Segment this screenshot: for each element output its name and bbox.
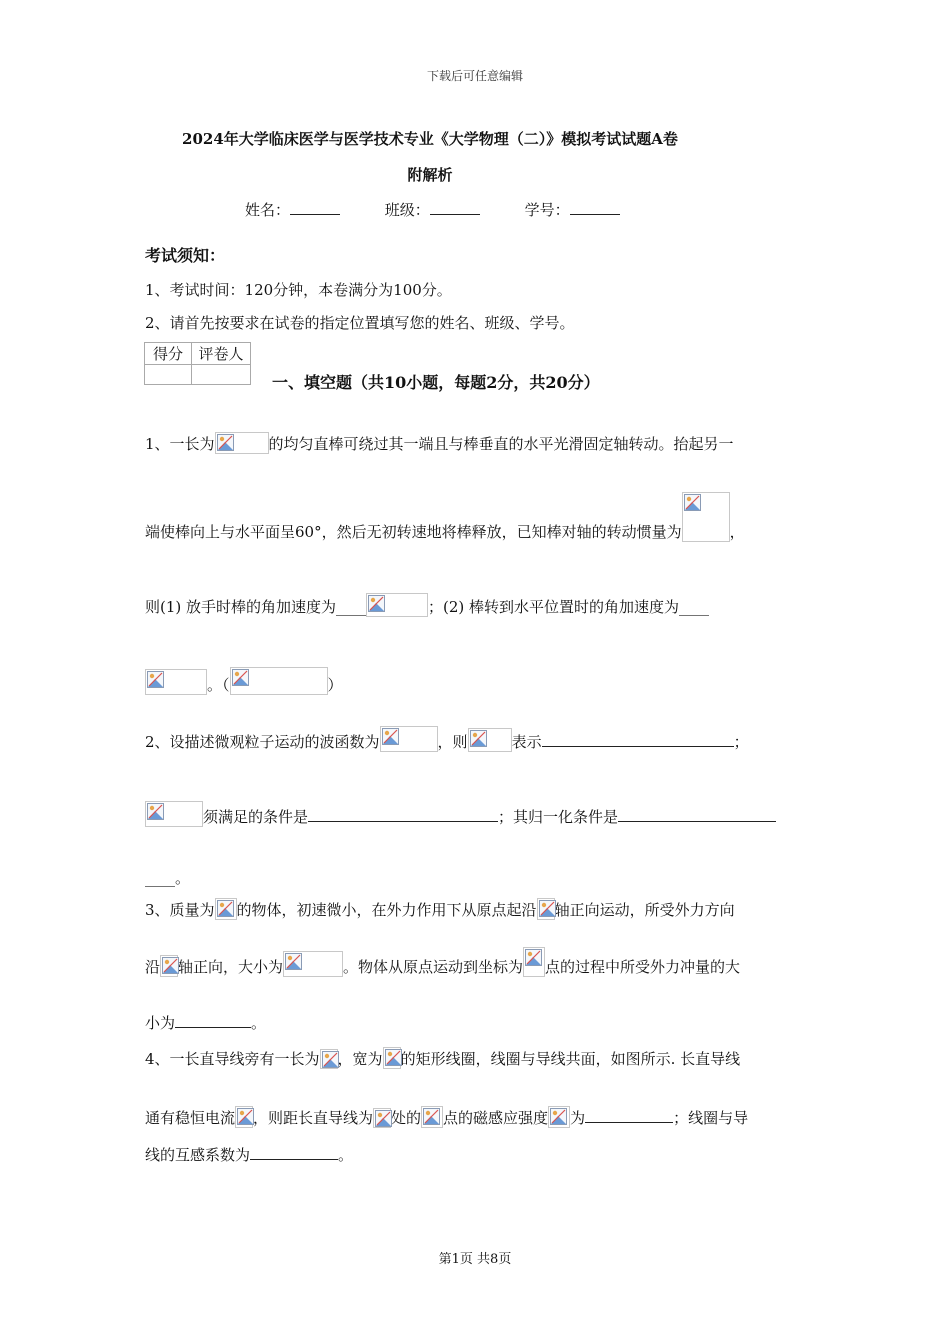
q2-line-1: 2、设描述微观粒子运动的波函数为 ，则 表示 ； xyxy=(145,726,749,752)
q4-blank-1[interactable] xyxy=(585,1108,673,1123)
formula-image-icon xyxy=(145,801,203,827)
q4-line-2: 通有稳恒电流 ，则距长直导线为 处的 点的磁感应强度 为 ；线圈与导 xyxy=(145,1106,748,1128)
formula-image-icon xyxy=(421,1106,443,1128)
formula-image-icon xyxy=(366,593,428,617)
page-footer: 第1页 共8页 xyxy=(438,1252,512,1267)
formula-image-icon xyxy=(523,947,545,977)
notice-heading: 考试须知： xyxy=(145,246,226,265)
q1-line-1: 1、一长为 的均匀直棒可绕过其一端且与棒垂直的水平光滑固定轴转动。抬起另一 xyxy=(145,432,734,454)
formula-image-icon xyxy=(215,432,269,454)
q1-line-3: 则(1) 放手时棒的角加速度为____ ；(2) 棒转到水平位置时的角加速度为____ xyxy=(145,593,709,617)
q2-blank-1[interactable] xyxy=(542,732,734,747)
q1-line-2: 端使棒向上与水平面呈60°，然后无初转速地将棒释放，已知棒对轴的转动惯量为 ， xyxy=(145,492,745,542)
score-header: 得分 xyxy=(145,343,192,365)
formula-image-icon xyxy=(383,1047,401,1069)
formula-image-icon xyxy=(468,728,512,752)
formula-image-icon xyxy=(373,1108,391,1128)
formula-image-icon xyxy=(283,951,343,977)
formula-image-icon xyxy=(548,1106,570,1128)
formula-image-icon xyxy=(160,955,178,977)
q4-blank-2[interactable] xyxy=(250,1145,338,1160)
formula-image-icon xyxy=(320,1049,338,1069)
score-table xyxy=(144,342,251,385)
q2-line-2: 须满足的条件是 ；其归一化条件是 xyxy=(145,801,776,827)
q3-blank[interactable] xyxy=(175,1013,251,1028)
student-info-fields xyxy=(245,199,660,220)
formula-image-icon xyxy=(537,898,555,920)
formula-image-icon xyxy=(380,726,438,752)
q3-line-3: 小为 。 xyxy=(145,1014,267,1032)
exam-title-suffix: 附解析 xyxy=(407,166,453,184)
name-blank[interactable] xyxy=(290,200,340,215)
score-cell[interactable] xyxy=(145,365,192,385)
notice-item-1: 1、考试时间：120分钟，本卷满分为100分。 xyxy=(145,281,452,299)
formula-image-icon xyxy=(230,667,328,695)
name-label: 姓名： xyxy=(245,201,291,219)
grader-header: 评卷人 xyxy=(192,343,251,365)
q4-line-3: 线的互感系数为 。 xyxy=(145,1146,354,1164)
q3-line-1: 3、质量为 的物体，初速微小，在外力作用下从原点起沿 轴正向运动，所受外力方向 xyxy=(145,898,735,920)
q2-line-3: ____。 xyxy=(145,869,191,887)
formula-image-icon xyxy=(215,898,237,920)
formula-image-icon xyxy=(235,1106,253,1128)
class-blank[interactable] xyxy=(430,200,480,215)
formula-image-icon xyxy=(682,492,730,542)
exam-title: 2024年大学临床医学与医学技术专业《大学物理（二）》模拟考试试题A卷 xyxy=(182,130,678,148)
q2-blank-3[interactable] xyxy=(618,807,776,822)
notice-item-2: 2、请首先按要求在试卷的指定位置填写您的姓名、班级、学号。 xyxy=(145,314,575,332)
q4-line-1: 4、一长直导线旁有一长为 ，宽为 的矩形线圈，线圈与导线共面，如图所示. 长直导线 xyxy=(145,1047,740,1069)
q1-line-4: 。（ ） xyxy=(145,667,343,695)
q2-blank-2[interactable] xyxy=(308,807,498,822)
header-note: 下载后可任意编辑 xyxy=(426,69,523,83)
formula-image-icon xyxy=(145,669,207,695)
q3-line-2: 沿 轴正向，大小为 。物体从原点运动到坐标为 点的过程中所受外力冲量的大 xyxy=(145,947,740,977)
section-1-title: 一、填空题（共10小题，每题2分，共20分） xyxy=(272,373,600,392)
grader-cell[interactable] xyxy=(192,365,251,385)
student-id-blank[interactable] xyxy=(570,200,620,215)
student-id-label: 学号： xyxy=(524,201,570,219)
class-label: 班级： xyxy=(384,201,430,219)
